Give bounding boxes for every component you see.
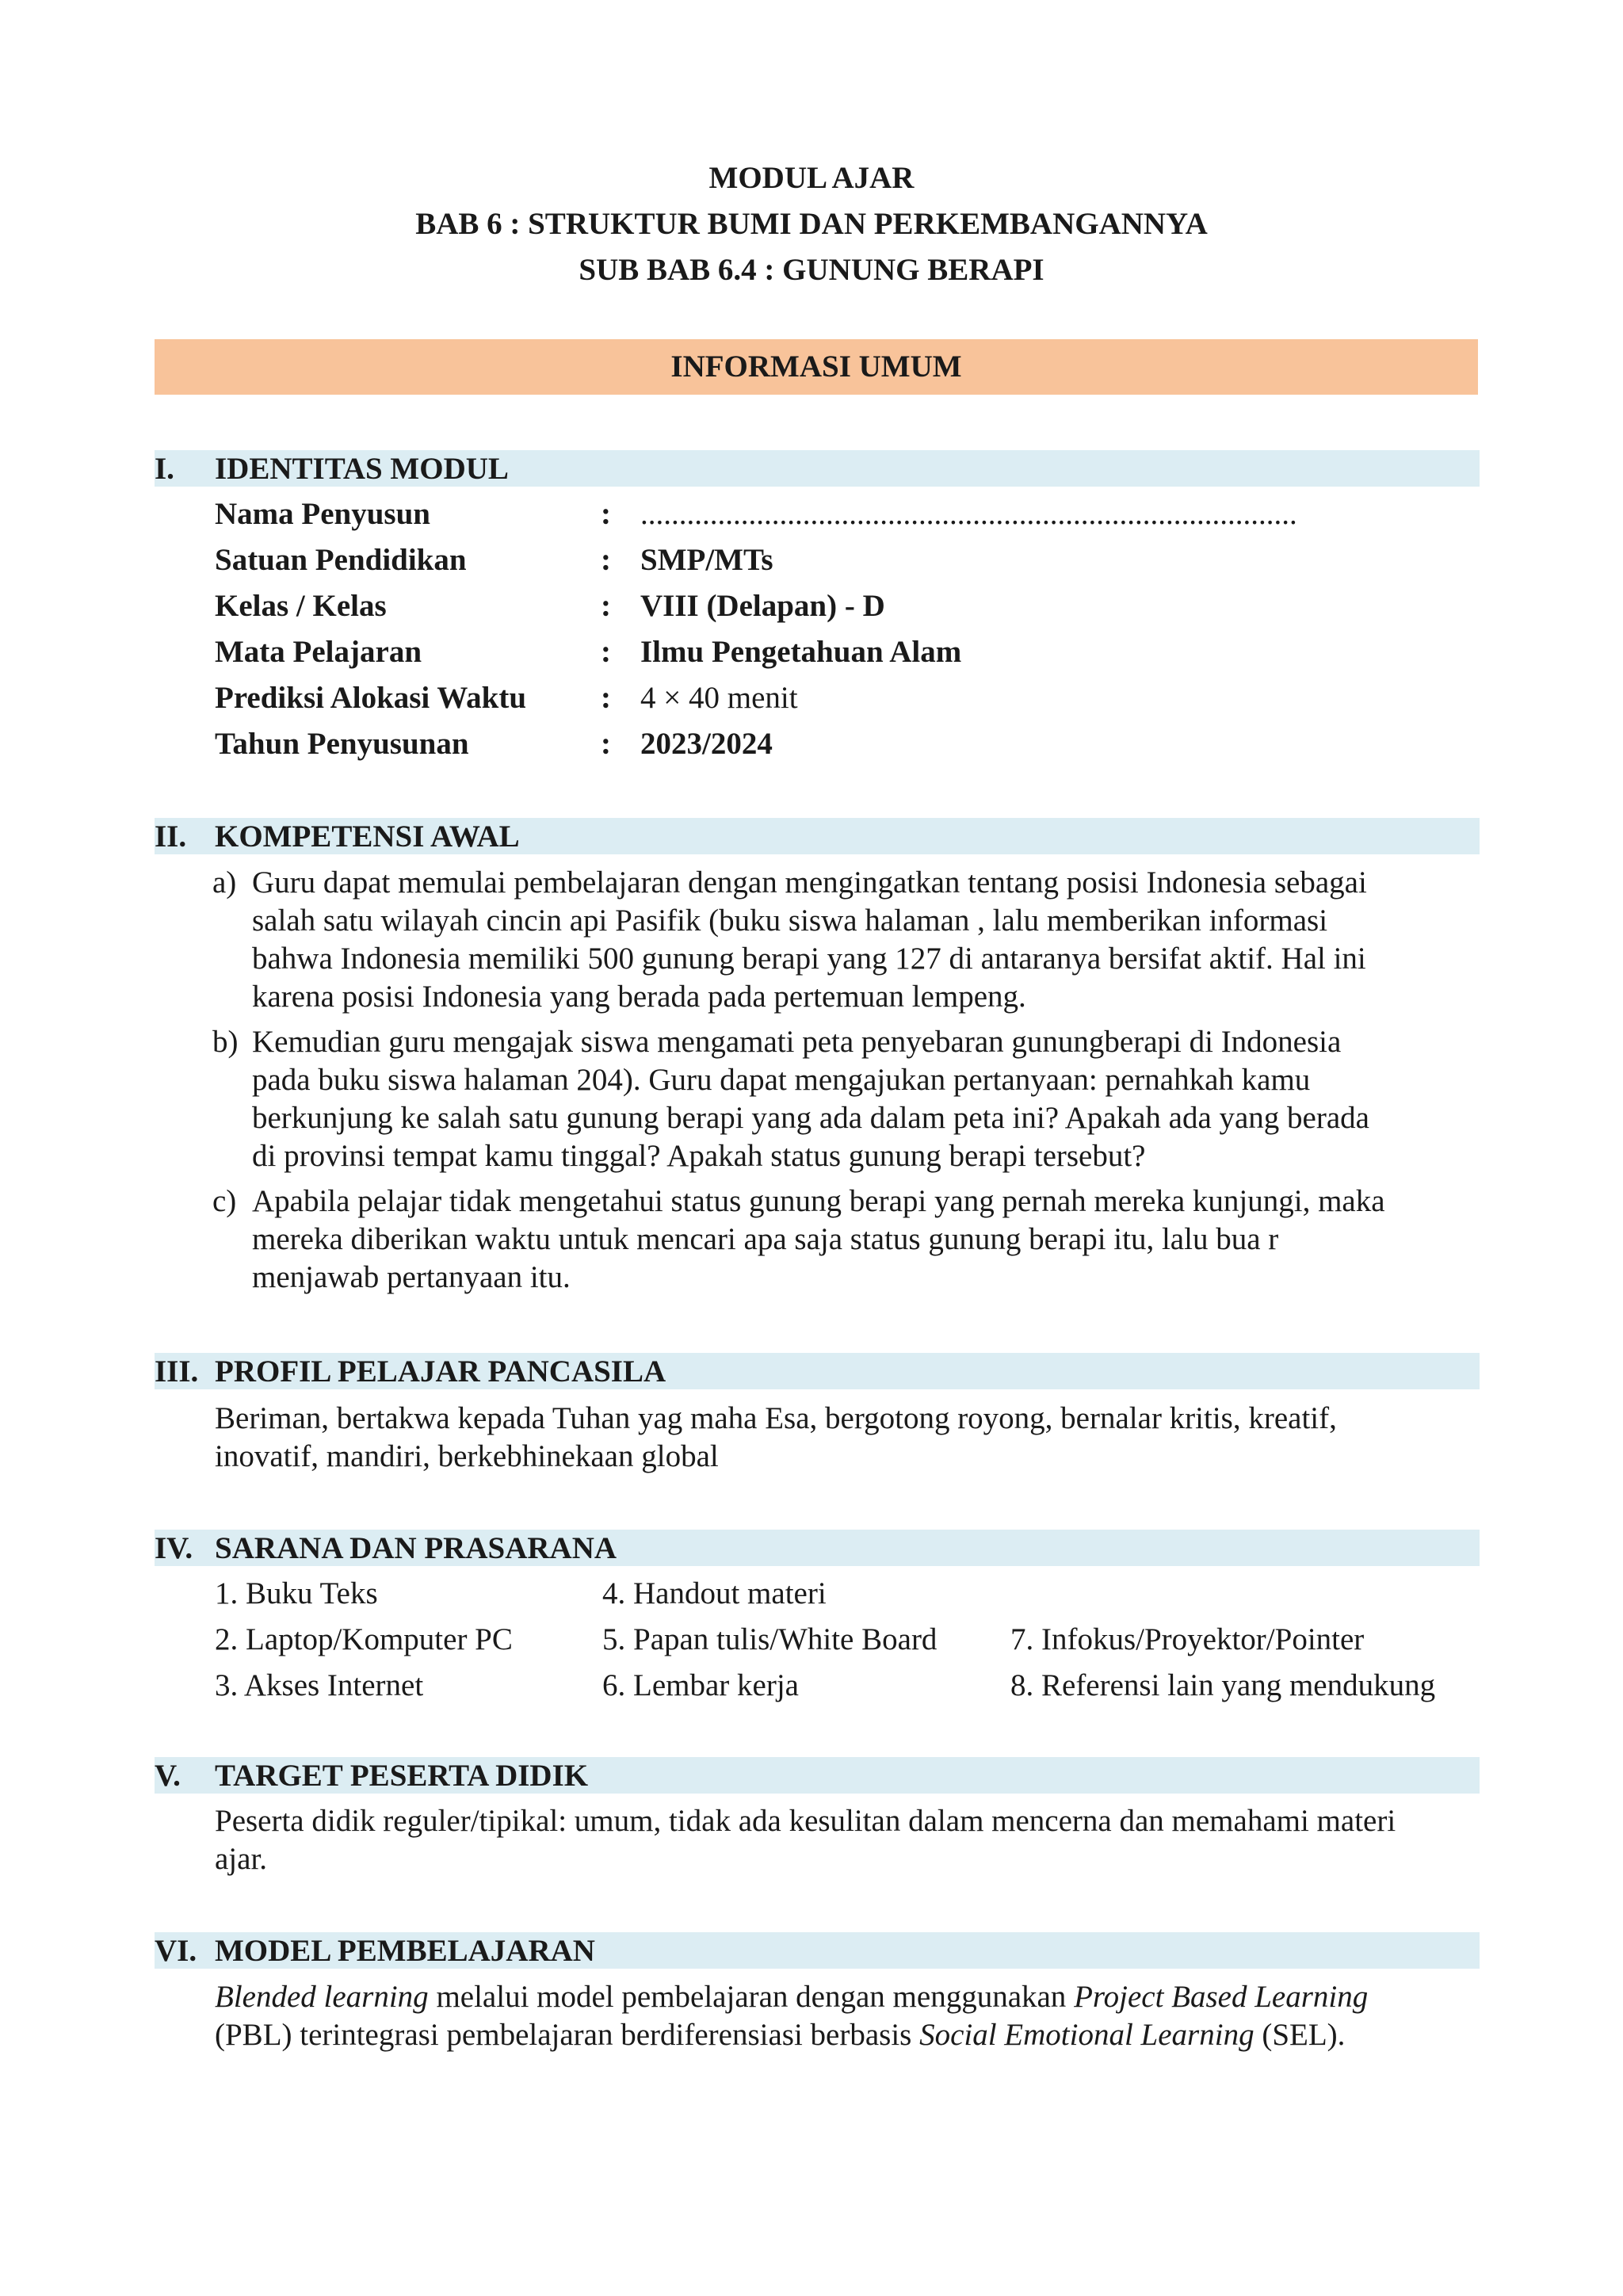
section-number: VI. [155,1934,197,1968]
text-line: Guru dapat memulai pembelajaran dengan mengingatkan tentang posisi Indonesia sebagai [252,865,1367,900]
section-number: II. [155,819,187,854]
list-text [252,864,1488,1016]
text-run: (PBL) terintegrasi pembelajaran berdiferensiasi berbasis [215,2018,920,2052]
section-header-model [155,1932,1480,1969]
text-line: mereka diberikan waktu untuk mencari apa saja status gunung berapi itu, lalu bua r [252,1222,1279,1256]
field-label: Tahun Penyusunan [215,727,469,761]
field-colon: : [601,681,611,715]
section-number: IV. [155,1531,193,1565]
title-line-3: SUB BAB 6.4 : GUNUNG BERAPI [579,253,1044,287]
field-colon: : [601,635,611,669]
text-line: inovatif, mandiri, berkebhinekaan global [215,1439,719,1473]
list-marker: b) [212,1025,239,1059]
section-header-target [155,1757,1480,1794]
text-line: pada buku siswa halaman 204). Guru dapat mengajukan pertanyaan: pernahkah kamu [252,1063,1311,1097]
text-line: berkunjung ke salah satu gunung berapi yang ada dalam peta ini? Apakah ada yang berada [252,1101,1369,1135]
field-value: 2023/2024 [640,727,773,761]
field-label: Nama Penyusun [215,497,430,531]
title-line-2: BAB 6 : STRUKTUR BUMI DAN PERKEMBANGANNYA [415,207,1208,241]
field-colon: : [601,589,611,623]
text-line [215,2016,1483,2054]
italic-term: Project Based Learning [1074,1980,1369,2014]
section-title: PROFIL PELAJAR PANCASILA [215,1354,666,1389]
info-umum-banner: INFORMASI UMUM [155,339,1478,395]
section-title: KOMPETENSI AWAL [215,819,520,854]
section-number: III. [155,1354,199,1389]
section-title: SARANA DAN PRASARANA [215,1531,617,1565]
sarana-item: 2. Laptop/Komputer PC [215,1622,513,1656]
italic-term: Blended learning [215,1980,429,2014]
sarana-item: 4. Handout materi [602,1576,827,1610]
field-value: Ilmu Pengetahuan Alam [640,635,962,669]
title-line-1: MODUL AJAR [708,161,915,195]
section-title: TARGET PESERTA DIDIK [215,1759,589,1793]
text-line: bahwa Indonesia memiliki 500 gunung berapi yang 127 di antaranya bersifat aktif. Hal ini [252,942,1366,976]
sarana-item: 7. Infokus/Proyektor/Pointer [1010,1622,1365,1656]
section-number: I. [155,452,174,486]
italic-term: Social Emotional Learning [919,2018,1254,2052]
list-marker: a) [212,865,237,900]
text-line: di provinsi tempat kamu tinggal? Apakah status gunung berapi tersebut? [252,1139,1146,1173]
target-text [215,1802,1483,1878]
sarana-item: 8. Referensi lain yang mendukung [1010,1668,1436,1702]
text-line: salah satu wilayah cincin api Pasifik (buku siswa halaman , lalu memberikan informasi [252,904,1328,938]
profil-text [215,1400,1483,1476]
section-header-identitas [155,450,1480,487]
text-line: ajar. [215,1842,268,1876]
field-value: 4 × 40 menit [640,681,798,715]
text-line: Peserta didik reguler/tipikal: umum, tidak ada kesulitan dalam mencerna dan memahami materi [215,1804,1396,1838]
text-run: (SEL). [1254,2018,1346,2052]
field-value: ..................................................................................... [640,497,1297,531]
field-colon: : [601,497,611,531]
text-line: Kemudian guru mengajak siswa mengamati peta penyebaran gunungberapi di Indonesia [252,1025,1342,1059]
text-line: karena posisi Indonesia yang berada pada pertemuan lempeng. [252,980,1026,1014]
sarana-item: 3. Akses Internet [215,1668,424,1702]
section-header-kompetensi [155,818,1480,854]
field-label: Mata Pelajaran [215,635,422,669]
text-line: Apabila pelajar tidak mengetahui status gunung berapi yang pernah mereka kunjungi, maka [252,1184,1385,1218]
text-run: melalui model pembelajaran dengan menggunakan [428,1980,1075,2014]
text-line [215,1978,1483,2016]
sarana-item: 6. Lembar kerja [602,1668,799,1702]
field-value: SMP/MTs [640,543,773,577]
section-title: MODEL PEMBELAJARAN [215,1934,595,1968]
text-line: menjawab pertanyaan itu. [252,1260,571,1294]
section-header-profil [155,1353,1480,1389]
text-line: Beriman, bertakwa kepada Tuhan yag maha Esa, bergotong royong, bernalar kritis, kreatif, [215,1401,1337,1435]
field-colon: : [601,727,611,761]
document-title [0,155,1623,293]
field-label: Kelas / Kelas [215,589,387,623]
sarana-item: 5. Papan tulis/White Board [602,1622,938,1656]
field-label: Prediksi Alokasi Waktu [215,681,527,715]
field-label: Satuan Pendidikan [215,543,467,577]
list-text [252,1182,1488,1297]
model-text [215,1978,1483,2054]
sarana-item: 1. Buku Teks [215,1576,378,1610]
list-marker: c) [212,1184,237,1218]
section-number: V. [155,1759,181,1793]
list-text [252,1023,1488,1175]
section-header-sarana [155,1530,1480,1566]
field-colon: : [601,543,611,577]
section-title: IDENTITAS MODUL [215,452,509,486]
field-value: VIII (Delapan) - D [640,589,885,623]
